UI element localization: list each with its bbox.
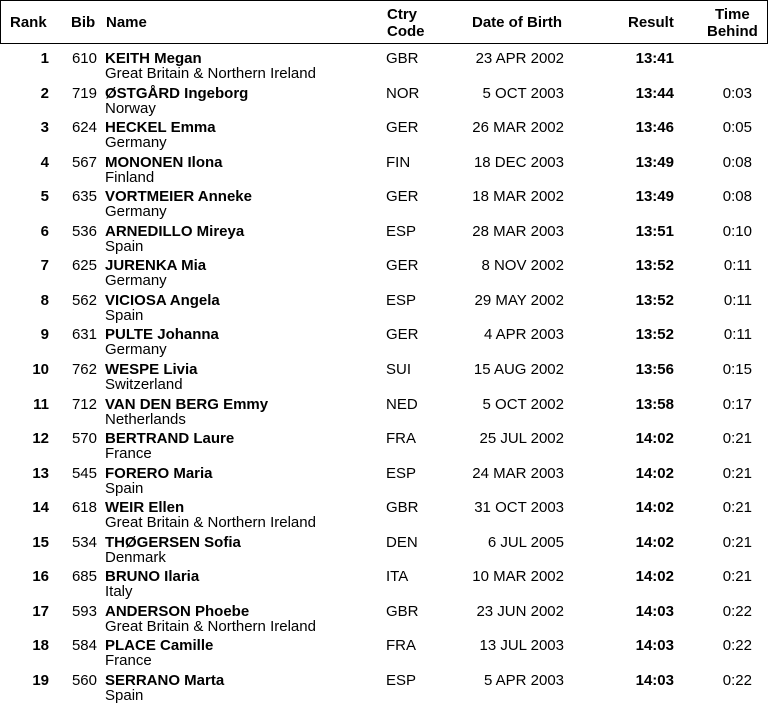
header-behind-line1: Time <box>715 6 750 23</box>
result-time: 14:03 <box>635 602 674 620</box>
bib-cell: 536 <box>71 222 97 240</box>
bib-cell: 624 <box>71 119 97 137</box>
bib-cell: 570 <box>71 430 97 448</box>
table-row <box>0 393 768 428</box>
athlete-name: THØGERSEN Sofia <box>105 533 241 551</box>
athlete-name: PLACE Camille <box>105 637 214 655</box>
country-name: Finland <box>105 168 155 186</box>
table-row <box>0 358 768 393</box>
rank-cell: 14 <box>32 499 49 517</box>
bib-cell: 712 <box>71 395 97 413</box>
table-row <box>0 427 768 462</box>
country-name: Italy <box>105 583 133 601</box>
header-behind-line2: Behind <box>707 23 758 40</box>
header-bib: Bib <box>71 14 96 31</box>
athlete-name: BERTRAND Laure <box>105 430 235 448</box>
country-code: GBR <box>386 602 419 620</box>
country-code: ESP <box>386 464 417 482</box>
header-ctry-line2: Code <box>387 23 425 40</box>
time-behind: 0:08 <box>722 188 752 206</box>
bib-cell: 560 <box>71 671 97 689</box>
rank-cell: 8 <box>40 291 49 309</box>
country-name: Netherlands <box>105 410 186 428</box>
result-time: 14:03 <box>635 637 674 655</box>
result-time: 13:52 <box>635 291 674 309</box>
rank-cell: 15 <box>32 533 49 551</box>
country-code: GER <box>386 326 419 344</box>
result-time: 13:49 <box>635 188 674 206</box>
bib-cell: 584 <box>71 637 97 655</box>
time-behind: 0:03 <box>722 84 752 102</box>
country-code: FRA <box>386 430 416 448</box>
bib-cell: 610 <box>71 50 97 67</box>
time-behind: 0:22 <box>722 602 752 620</box>
rank-cell: 13 <box>32 464 49 482</box>
header-dob: Date of Birth <box>472 14 562 31</box>
table-row <box>0 634 768 669</box>
bib-cell: 618 <box>71 499 97 517</box>
time-behind: 0:11 <box>723 326 752 344</box>
athlete-name: PULTE Johanna <box>105 326 219 344</box>
rank-cell: 2 <box>40 84 49 102</box>
time-behind: 0:22 <box>722 671 752 689</box>
result-time: 14:02 <box>635 464 674 482</box>
country-name: Germany <box>105 134 167 152</box>
country-name: Switzerland <box>105 375 183 393</box>
country-name: Spain <box>105 237 144 255</box>
rank-cell: 9 <box>40 326 49 344</box>
country-code: GBR <box>386 50 419 67</box>
bib-cell: 635 <box>71 188 97 206</box>
athlete-name: SERRANO Marta <box>105 671 225 689</box>
athlete-name: MONONEN Ilona <box>105 153 223 171</box>
table-row <box>0 185 768 220</box>
country-name: Great Britain & Northern Ireland <box>105 65 316 82</box>
result-time: 14:02 <box>635 499 674 517</box>
table-row <box>0 82 768 117</box>
date-of-birth: 29 MAY 2002 <box>474 291 564 309</box>
table-row <box>0 600 768 635</box>
date-of-birth: 18 MAR 2002 <box>472 188 564 206</box>
rank-cell: 5 <box>40 188 49 206</box>
result-time: 13:44 <box>635 84 674 102</box>
table-row <box>0 669 768 704</box>
bib-cell: 562 <box>71 291 97 309</box>
rank-cell: 11 <box>33 395 49 413</box>
date-of-birth: 15 AUG 2002 <box>473 360 564 378</box>
bib-cell: 567 <box>71 153 97 171</box>
date-of-birth: 24 MAR 2003 <box>472 464 564 482</box>
bib-cell: 545 <box>71 464 97 482</box>
table-row <box>0 531 768 566</box>
time-behind: 0:21 <box>722 430 752 448</box>
time-behind: 0:15 <box>722 360 752 378</box>
date-of-birth: 31 OCT 2003 <box>474 499 564 517</box>
athlete-name: HECKEL Emma <box>105 119 216 137</box>
country-code: GER <box>386 188 419 206</box>
country-code: DEN <box>386 533 418 551</box>
table-row <box>0 323 768 358</box>
header-rank: Rank <box>10 14 47 31</box>
rank-cell: 3 <box>40 119 49 137</box>
athlete-name: KEITH Megan <box>105 50 202 67</box>
time-behind: 0:21 <box>722 533 752 551</box>
date-of-birth: 23 APR 2002 <box>475 50 564 67</box>
date-of-birth: 26 MAR 2002 <box>472 119 564 137</box>
time-behind: 0:05 <box>722 119 752 137</box>
time-behind: 0:11 <box>723 257 752 275</box>
time-behind: 0:10 <box>722 222 752 240</box>
rank-cell: 17 <box>32 602 49 620</box>
athlete-name: VORTMEIER Anneke <box>105 188 252 206</box>
country-name: Great Britain & Northern Ireland <box>105 617 316 635</box>
bib-cell: 631 <box>71 326 97 344</box>
athlete-name: VAN DEN BERG Emmy <box>105 395 269 413</box>
country-name: Spain <box>105 306 144 324</box>
rank-cell: 7 <box>40 257 49 275</box>
time-behind: 0:21 <box>722 499 752 517</box>
bib-cell: 593 <box>71 602 97 620</box>
rank-cell: 1 <box>40 50 49 67</box>
athlete-name: WEIR Ellen <box>105 499 185 517</box>
table-row <box>0 220 768 255</box>
time-behind: 0:17 <box>722 395 752 413</box>
rank-cell: 12 <box>32 430 49 448</box>
result-time: 13:41 <box>635 50 674 67</box>
athlete-name: JURENKA Mia <box>105 257 207 275</box>
time-behind: 0:21 <box>722 568 752 586</box>
country-code: ESP <box>386 671 417 689</box>
athlete-name: ØSTGÅRD Ingeborg <box>105 84 249 102</box>
rank-cell: 19 <box>32 671 49 689</box>
table-row <box>0 565 768 600</box>
time-behind: 0:21 <box>722 464 752 482</box>
date-of-birth: 5 OCT 2003 <box>482 84 564 102</box>
table-row <box>0 254 768 289</box>
country-name: Great Britain & Northern Ireland <box>105 514 316 532</box>
table-row <box>0 151 768 186</box>
country-name: France <box>105 445 152 463</box>
date-of-birth: 18 DEC 2003 <box>473 153 564 171</box>
bib-cell: 685 <box>71 568 97 586</box>
country-code: ESP <box>386 222 417 240</box>
header-ctry-line1: Ctry <box>387 6 418 23</box>
country-code: GER <box>386 119 419 137</box>
athlete-name: VICIOSA Angela <box>105 291 220 309</box>
bib-cell: 534 <box>71 533 97 551</box>
result-time: 13:52 <box>635 257 674 275</box>
date-of-birth: 5 OCT 2002 <box>482 395 564 413</box>
result-time: 13:51 <box>635 222 674 240</box>
date-of-birth: 23 JUN 2002 <box>476 602 564 620</box>
result-time: 14:02 <box>635 533 674 551</box>
date-of-birth: 13 JUL 2003 <box>479 637 564 655</box>
country-code: NED <box>386 395 418 413</box>
bib-cell: 719 <box>71 84 97 102</box>
rank-cell: 18 <box>32 637 49 655</box>
header-result: Result <box>628 14 674 31</box>
table-row <box>0 462 768 497</box>
time-behind: 0:11 <box>723 291 752 309</box>
table-row <box>0 47 768 82</box>
date-of-birth: 10 MAR 2002 <box>472 568 564 586</box>
athlete-name: FORERO Maria <box>105 464 213 482</box>
country-code: ITA <box>386 568 409 586</box>
athlete-name: ARNEDILLO Mireya <box>105 222 245 240</box>
result-time: 14:02 <box>635 568 674 586</box>
country-name: Denmark <box>105 548 166 566</box>
athlete-name: WESPE Livia <box>105 360 198 378</box>
date-of-birth: 28 MAR 2003 <box>472 222 564 240</box>
country-code: FRA <box>386 637 416 655</box>
result-time: 13:58 <box>635 395 674 413</box>
athlete-name: BRUNO Ilaria <box>105 568 200 586</box>
table-row <box>0 289 768 324</box>
country-code: GBR <box>386 499 419 517</box>
date-of-birth: 25 JUL 2002 <box>479 430 564 448</box>
date-of-birth: 8 NOV 2002 <box>481 257 564 275</box>
date-of-birth: 6 JUL 2005 <box>487 533 564 551</box>
rank-cell: 4 <box>40 153 49 171</box>
bib-cell: 625 <box>71 257 97 275</box>
result-time: 14:03 <box>635 671 674 689</box>
table-row <box>0 116 768 151</box>
time-behind: 0:22 <box>722 637 752 655</box>
result-time: 13:56 <box>635 360 674 378</box>
athlete-name: ANDERSON Phoebe <box>105 602 250 620</box>
country-name: Germany <box>105 203 167 221</box>
country-code: FIN <box>386 153 411 171</box>
table-row <box>0 496 768 531</box>
country-code: GER <box>386 257 419 275</box>
date-of-birth: 5 APR 2003 <box>483 671 564 689</box>
header-name: Name <box>106 14 147 31</box>
country-name: France <box>105 652 152 670</box>
country-name: Norway <box>105 99 156 117</box>
result-time: 13:49 <box>635 153 674 171</box>
country-name: Germany <box>105 341 167 359</box>
date-of-birth: 4 APR 2003 <box>483 326 564 344</box>
table-header <box>0 0 768 44</box>
rank-cell: 6 <box>40 222 49 240</box>
time-behind: 0:08 <box>722 153 752 171</box>
country-code: NOR <box>386 84 420 102</box>
country-code: ESP <box>386 291 417 309</box>
country-name: Spain <box>105 686 144 704</box>
result-time: 13:46 <box>635 119 674 137</box>
rank-cell: 10 <box>32 360 49 378</box>
country-name: Germany <box>105 272 167 290</box>
result-time: 13:52 <box>635 326 674 344</box>
country-code: SUI <box>386 360 412 378</box>
country-name: Spain <box>105 479 144 497</box>
rank-cell: 16 <box>32 568 49 586</box>
result-time: 14:02 <box>635 430 674 448</box>
bib-cell: 762 <box>71 360 97 378</box>
